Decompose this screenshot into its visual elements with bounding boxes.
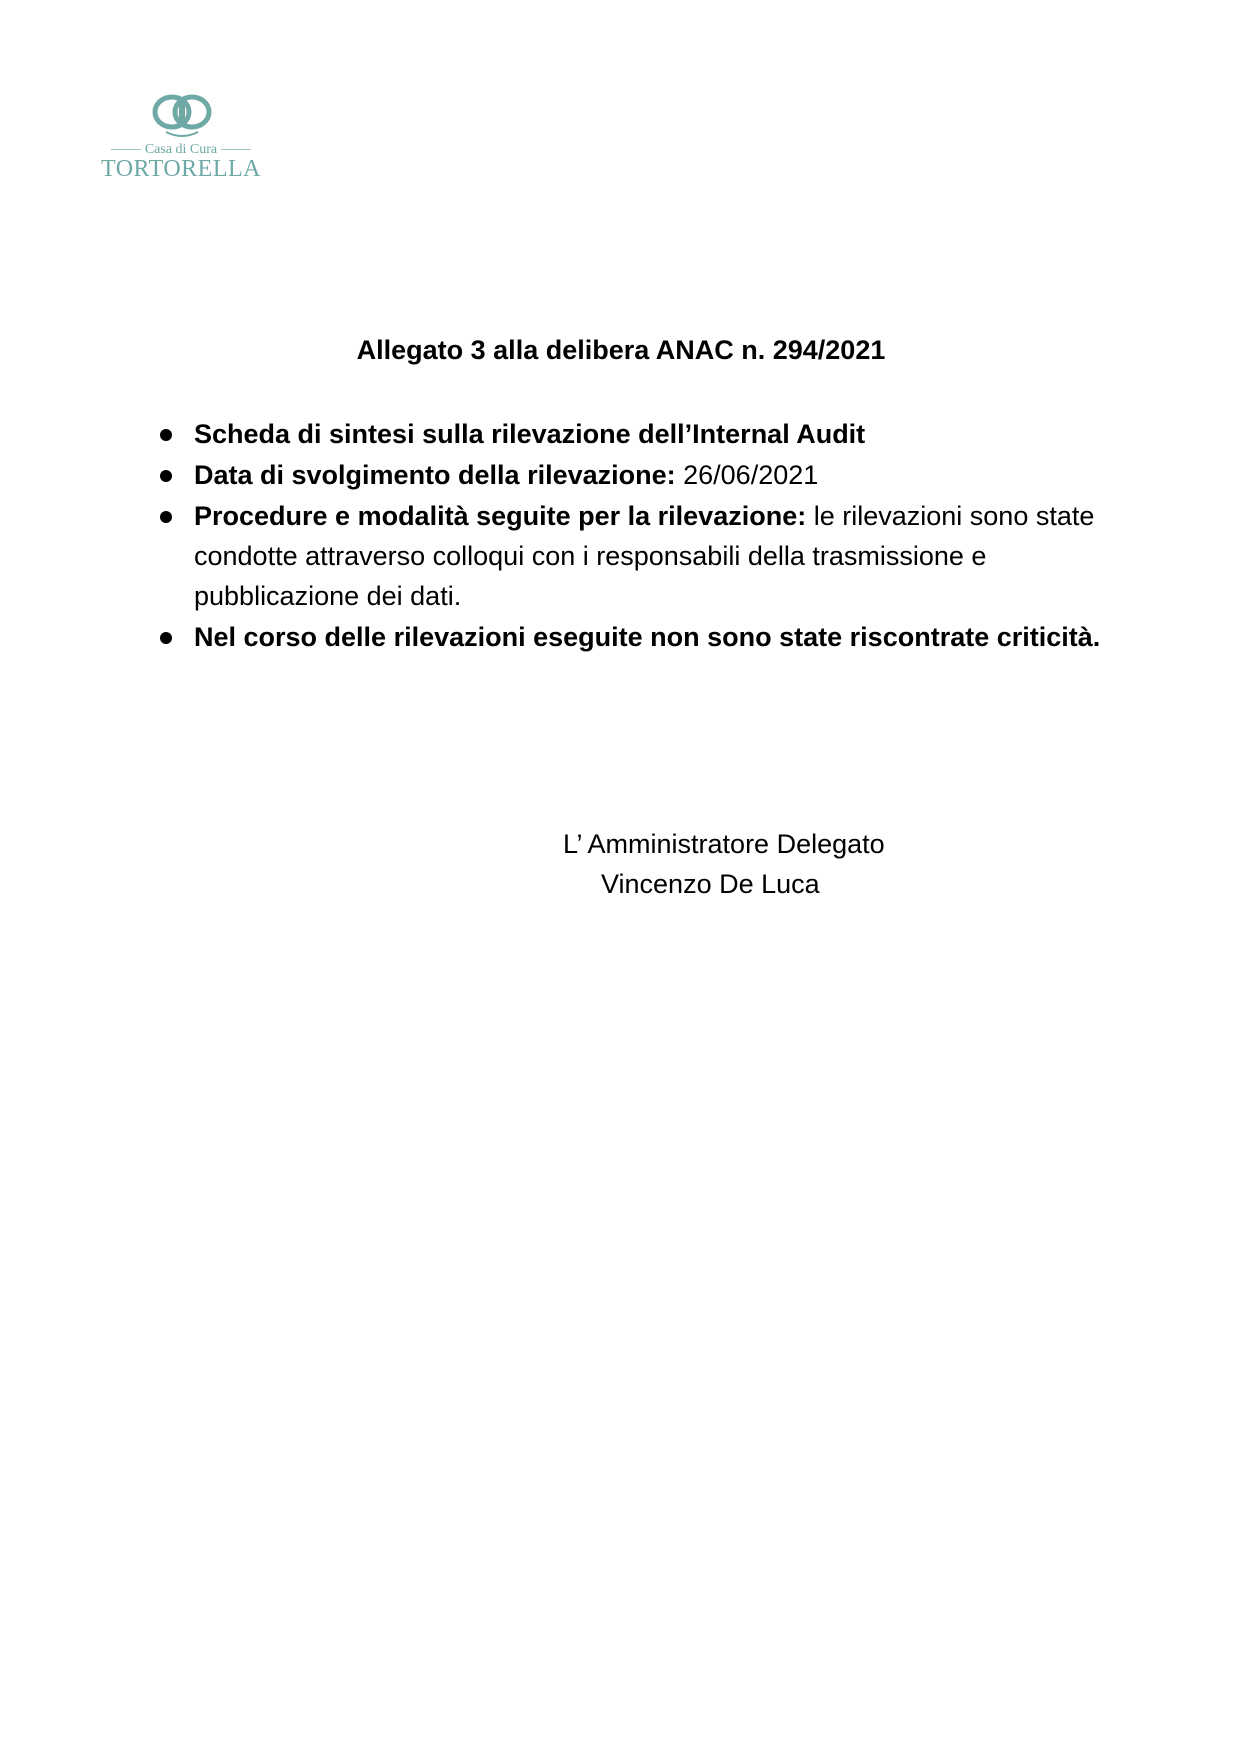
list-item: Nel corso delle rilevazioni eseguite non sono state riscontrate criticità. xyxy=(150,617,1110,657)
signatory-role: L’ Amministratore Delegato xyxy=(563,829,885,859)
document-title: Allegato 3 alla delibera ANAC n. 294/2021 xyxy=(356,335,886,365)
logo xyxy=(100,92,270,182)
list-item: Procedure e modalità seguite per la rilevazione: le rilevazioni sono state condotte attraverso colloqui con i responsabili della trasmissione e pubblicazione dei dati. xyxy=(150,496,1110,616)
list-item: Data di svolgimento della rilevazione: 26/06/2021 xyxy=(150,455,1110,495)
bullet-icon xyxy=(160,470,172,482)
list-item: Scheda di sintesi sulla rilevazione dell’Internal Audit xyxy=(150,414,1110,454)
logo-subtitle: Casa di Cura xyxy=(100,142,262,158)
signatory-name: Vincenzo De Luca xyxy=(601,869,820,899)
summary-list xyxy=(150,414,1110,658)
logo-name: TORTORELLA xyxy=(100,156,261,182)
bullet-icon xyxy=(160,632,172,644)
bullet-icon xyxy=(160,511,172,523)
logo-emblem-icon xyxy=(152,92,212,142)
bullet-icon xyxy=(160,429,172,441)
